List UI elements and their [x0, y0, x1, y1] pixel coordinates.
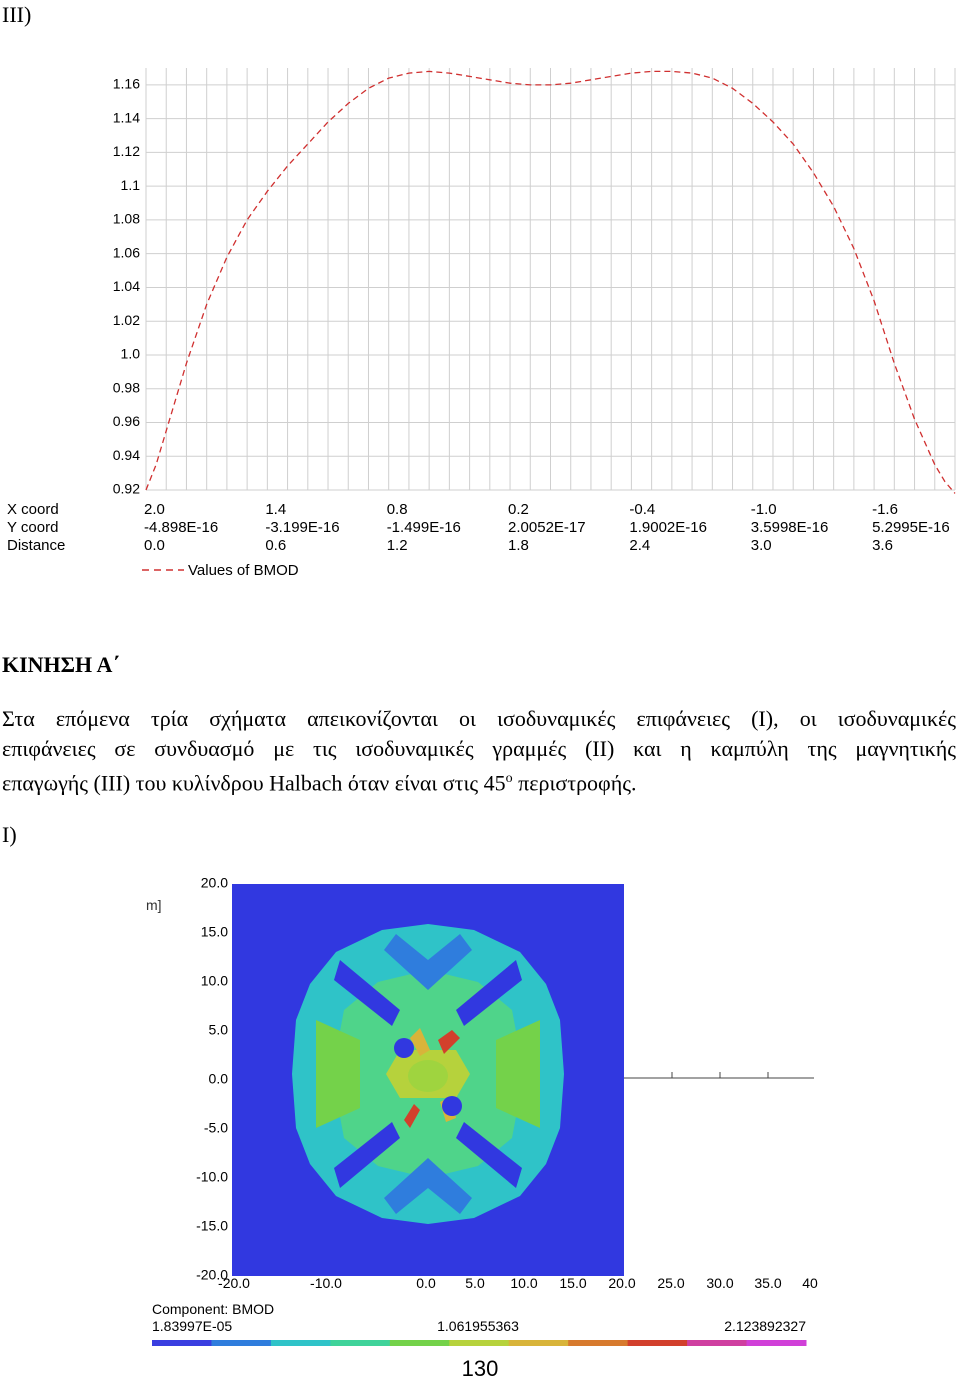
plot-y-tick-label: 5.0 — [208, 1021, 228, 1038]
x-tick-label: 3.0 — [750, 536, 772, 554]
colorbar-segment — [390, 1340, 450, 1346]
plot-y-tick-label: -10.0 — [196, 1168, 228, 1185]
x-tick-label: -3.199E-16 — [265, 518, 340, 536]
y-tick-label: 1.06 — [112, 244, 140, 261]
paragraph-line-1: Στα επόμενα τρία σχήματα απεικονίζονται οι ισοδυναμικές επιφάνειες (I), οι ισοδυναμικές — [2, 706, 956, 731]
x-tick-label: 0.0 — [144, 536, 165, 554]
x-tick-label: -4.898E-16 — [144, 518, 219, 536]
x-row-label: X coord — [7, 500, 59, 518]
plot-x-tick-label: 30.0 — [706, 1275, 734, 1291]
chart-grid — [146, 68, 955, 490]
colorbar-segment — [271, 1340, 331, 1346]
page-number: 130 — [461, 1356, 499, 1381]
core-center — [408, 1060, 448, 1092]
x-tick-label: 0.2 — [508, 500, 529, 518]
y-tick-label: 0.94 — [112, 446, 140, 463]
x-tick-label: 1.2 — [386, 536, 408, 554]
plot-y-tick-label: 15.0 — [200, 923, 228, 940]
legend-title: Component: BMOD — [152, 1301, 275, 1317]
colorbar-segment — [449, 1340, 509, 1346]
bmod-surface-plot — [0, 870, 960, 1360]
plot-y-tick-label: 10.0 — [200, 972, 228, 989]
x-tick-label: 3.6 — [872, 536, 893, 554]
legend-label: Values of BMOD — [188, 561, 299, 579]
colorbar-segment — [330, 1340, 390, 1346]
y-tick-label: 0.98 — [112, 379, 140, 396]
hole-right — [442, 1096, 462, 1116]
colorbar-segment — [747, 1340, 807, 1346]
x-tick-label: 0.6 — [265, 536, 287, 554]
y-axis-unit-fragment: m] — [146, 897, 162, 913]
y-tick-label: 1.08 — [112, 210, 140, 227]
x-tick-label: 0.8 — [386, 500, 408, 518]
y-tick-label: 0.96 — [112, 413, 140, 430]
y-tick-label: 1.02 — [112, 311, 140, 328]
description-paragraph — [2, 704, 956, 798]
colorbar-segment — [152, 1340, 212, 1346]
x-tick-label: 1.9002E-16 — [629, 518, 707, 536]
y-tick-label: 1.16 — [112, 75, 140, 92]
chart-legend — [142, 562, 299, 579]
plot-x-tick-label: 25.0 — [657, 1275, 685, 1291]
plot-y-ticks — [196, 875, 228, 1283]
y-tick-label: 1.14 — [112, 109, 140, 126]
x-tick-label: 1.8 — [508, 536, 529, 554]
figure-label-iii: III) — [2, 2, 32, 27]
legend-mid: 1.061955363 — [437, 1318, 519, 1334]
plot-y-tick-label: 20.0 — [200, 874, 228, 891]
color-legend — [152, 1301, 807, 1346]
x-tick-label: -1.6 — [872, 500, 898, 518]
plot-x-tick-label: 20.0 — [608, 1275, 636, 1291]
field-pattern — [292, 924, 564, 1224]
x-row-label: Distance — [7, 536, 66, 554]
x-tick-label: 3.5998E-16 — [750, 518, 829, 536]
x-tick-label: -1.0 — [750, 500, 777, 518]
x-tick-label: -0.4 — [629, 500, 656, 518]
colorbar-segment — [568, 1340, 628, 1346]
paragraph-line-3 — [2, 764, 956, 798]
plot-x-tick-label: 35.0 — [754, 1275, 782, 1291]
x-tick-label: 2.4 — [629, 536, 651, 554]
plot-x-ticks — [218, 1275, 818, 1291]
plot-x-tick-label: 10.0 — [510, 1275, 538, 1291]
plot-x-tick-label: -20.0 — [218, 1275, 250, 1291]
paragraph-line-2: επιφάνειες σε συνδυασμό με τις ισοδυναμικές γραμμές (II) και η καμπύλη της μαγνητικής — [2, 736, 956, 761]
plot-y-tick-label: -20.0 — [196, 1266, 228, 1283]
y-tick-label: 1.04 — [112, 278, 140, 295]
hole-left — [394, 1038, 414, 1058]
colorbar-segment — [628, 1340, 688, 1346]
y-axis-ticks — [113, 76, 140, 497]
y-tick-label: 1.12 — [112, 143, 140, 160]
colorbar-segment — [509, 1340, 569, 1346]
plot-x-tick-label: 0.0 — [416, 1275, 436, 1291]
plot-y-tick-label: -5.0 — [203, 1119, 228, 1136]
legend-max: 2.123892327 — [724, 1318, 806, 1334]
plot-y-tick-label: -15.0 — [196, 1217, 228, 1234]
axis-line-right — [624, 1072, 814, 1078]
plot-x-tick-label: 40 — [802, 1275, 818, 1291]
degree-superscript: ο — [505, 771, 513, 786]
plot-x-tick-label: 15.0 — [559, 1275, 587, 1291]
x-row-label: Y coord — [7, 518, 59, 536]
x-tick-label: 2.0052E-17 — [508, 518, 586, 536]
x-tick-label: -1.499E-16 — [386, 518, 461, 536]
x-axis-rows — [7, 501, 950, 554]
colorbar-segment — [687, 1340, 747, 1346]
x-tick-label: 1.4 — [265, 500, 287, 518]
section-heading: ΚΙΝΗΣΗ Α΄ — [2, 652, 120, 677]
y-tick-label: 1.1 — [120, 176, 140, 193]
colorbar-segment — [211, 1340, 271, 1346]
figure-label-i: I) — [2, 822, 17, 847]
paragraph-line-3-b: περιστροφής. — [512, 770, 637, 796]
plot-x-tick-label: -10.0 — [310, 1275, 342, 1291]
legend-min: 1.83997E-05 — [152, 1318, 233, 1334]
y-tick-label: 1.0 — [120, 345, 140, 362]
bmod-line-chart — [0, 60, 960, 580]
paragraph-line-3-a: επαγωγής (III) του κυλίνδρου Halbach όταν είναι στις 45 — [2, 770, 506, 796]
x-tick-label: 2.0 — [144, 500, 165, 518]
y-tick-label: 0.92 — [112, 480, 140, 497]
colorbar — [152, 1340, 807, 1346]
plot-y-tick-label: 0.0 — [208, 1070, 228, 1087]
plot-x-tick-label: 5.0 — [465, 1275, 485, 1291]
x-tick-label: 5.2995E-16 — [872, 518, 950, 536]
